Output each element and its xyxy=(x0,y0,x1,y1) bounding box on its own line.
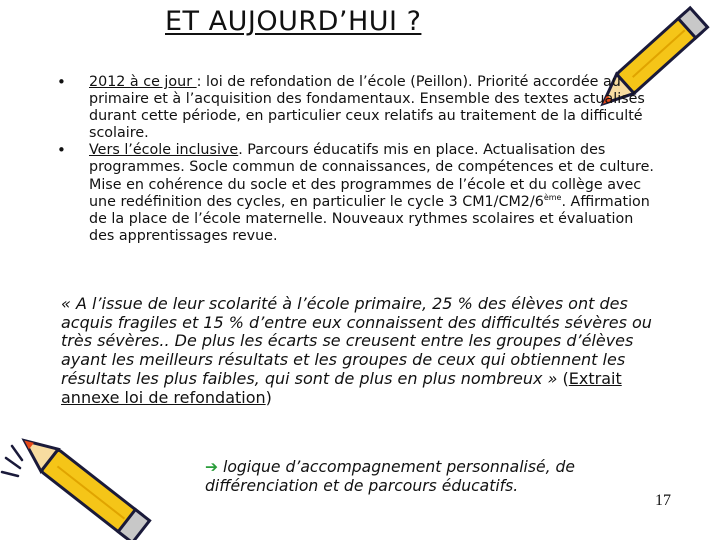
bullet-item xyxy=(57,74,657,142)
slide-title: ET AUJOURD’HUI ? xyxy=(165,6,422,37)
arrow-right-icon: ➔ xyxy=(205,458,219,476)
conclusion-body: logique d’accompagnement personnalisé, de différenciation et de parcours éducatifs. xyxy=(205,458,576,495)
bullet-text: . Parcours éducatifs mis en place. Actualisation des programmes. Socle commun de connaissances, de compétences et de culture. Mise en cohérence du socle et des programmes de l’école et du collège avec une redéfinition des cycles, en particulier le cycle 3 CM1/CM2/6 xyxy=(89,142,654,210)
bullet-list xyxy=(57,74,657,245)
page-number: 17 xyxy=(655,492,671,509)
quote-source-open: ( xyxy=(562,368,569,388)
bullet-text: : loi de refondation de l’école (Peillon). Priorité accordée au primaire et à l’acquisition des fondamentaux. Ensemble des textes actualisés durant cette période, en particulier ceux relatifs au traitement de la difficulté scolaire. xyxy=(89,74,645,142)
bullet-text: . Affirmation de la place de l’école maternelle. Nouveaux rythmes scolaires et évaluation des apprentissages revue. xyxy=(89,193,650,244)
bullet-lead: Vers l’école inclusive xyxy=(89,142,239,159)
quote-source-close: ) xyxy=(265,387,272,407)
quote-text: « A l’issue de leur scolarité à l’école primaire, 25 % des élèves ont des acquis fragiles et 15 % d’entre eux connaissent des difficultés sévères ou très sévères.. De plus les écarts se creusent entre les groupes d’élèves ayant les meilleurs résultats et les groupes de ceux qui obtiennent les résultats les plus faibles, qui sont de plus en plus nombreux » xyxy=(61,294,652,388)
quote-source: Extrait annexe loi de refondation xyxy=(61,368,622,407)
pencil-icon xyxy=(0,438,175,540)
bullet-lead: 2012 à ce jour xyxy=(89,74,197,90)
superscript: ème xyxy=(543,192,562,202)
conclusion-text xyxy=(205,458,645,496)
bullet-item xyxy=(57,142,657,245)
quote-block xyxy=(61,295,661,407)
